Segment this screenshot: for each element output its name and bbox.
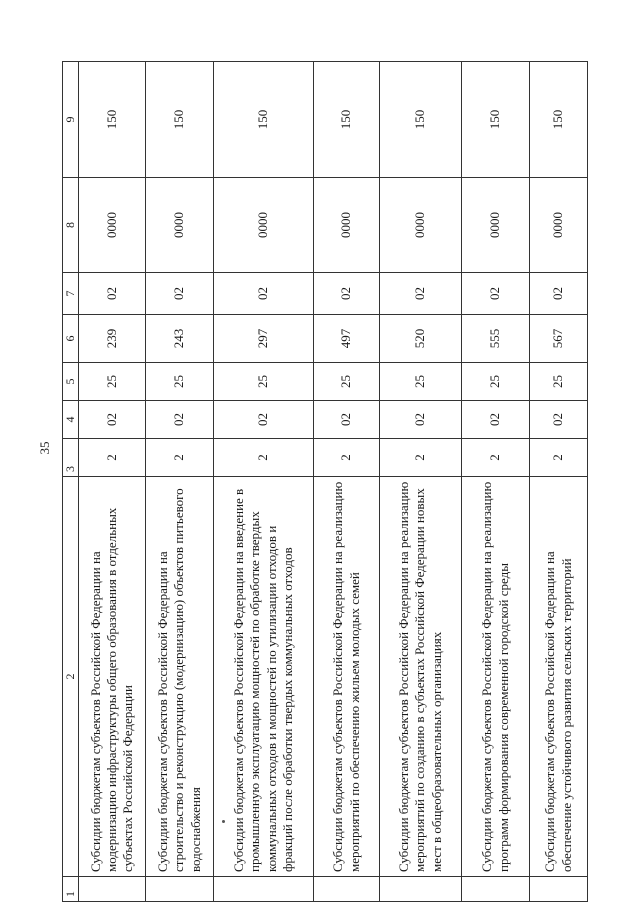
code-col-6: 239 [79, 315, 146, 363]
code-col-7: 02 [462, 273, 530, 315]
code-col-8: 0000 [79, 178, 146, 273]
code-col-5: 25 [462, 363, 530, 401]
code-col-4: 02 [462, 401, 530, 439]
row-marker-cell [146, 877, 214, 902]
subsidy-name: Субсидии бюджетам субъектов Российской Федерации на реализацию мероприятий по обеспечению жильем молодых семей [314, 477, 380, 877]
code-col-9: 150 [380, 62, 462, 178]
table-row [380, 62, 462, 902]
subsidy-name: Субсидии бюджетам субъектов Российской Федерации на обеспечение устойчивого развития сельских территорий [530, 477, 588, 877]
code-col-9: 150 [146, 62, 214, 178]
table-row [530, 62, 588, 902]
code-col-4: 02 [79, 401, 146, 439]
subsidy-name: Субсидии бюджетам субъектов Российской Федерации на реализацию мероприятий по созданию в субъектах Российской Федерации новых мест в общеобразовательных организациях [380, 477, 462, 877]
code-col-6: 243 [146, 315, 214, 363]
header-col-2: 2 [63, 477, 79, 877]
subsidy-name: Субсидии бюджетам субъектов Российской Федерации на введение в промышленную эксплуатацию мощностей по обработке твердых коммунальных отходов и мощностей по утилизации отходов и фракций после обработки твердых коммунальных отходов [214, 477, 314, 877]
code-col-4: 02 [146, 401, 214, 439]
table-row [462, 62, 530, 902]
code-col-7: 02 [79, 273, 146, 315]
header-col-4: 4 [63, 401, 79, 439]
code-col-5: 25 [79, 363, 146, 401]
code-col-7: 02 [146, 273, 214, 315]
code-col-3: 2 [380, 439, 462, 477]
budget-codes-table [62, 61, 588, 902]
table-row [314, 62, 380, 902]
code-col-3: 2 [462, 439, 530, 477]
code-col-8: 0000 [530, 178, 588, 273]
code-col-6: 520 [380, 315, 462, 363]
code-col-8: 0000 [146, 178, 214, 273]
code-col-7: 02 [214, 273, 314, 315]
code-col-9: 150 [530, 62, 588, 178]
header-col-1: 1 [63, 877, 79, 902]
code-col-4: 02 [314, 401, 380, 439]
row-marker-cell [214, 877, 314, 902]
code-col-9: 150 [314, 62, 380, 178]
code-col-9: 150 [214, 62, 314, 178]
code-col-8: 0000 [214, 178, 314, 273]
row-marker-cell [530, 877, 588, 902]
table-row [146, 62, 214, 902]
code-col-6: 297 [214, 315, 314, 363]
rotated-page-area [62, 62, 587, 902]
table-row [79, 62, 146, 902]
code-col-5: 25 [380, 363, 462, 401]
code-col-3: 2 [146, 439, 214, 477]
row-marker-cell [380, 877, 462, 902]
header-col-5: 5 [63, 363, 79, 401]
code-col-5: 25 [214, 363, 314, 401]
header-col-8: 8 [63, 178, 79, 273]
rotated-table-wrapper [62, 62, 587, 902]
code-col-3: 2 [79, 439, 146, 477]
code-col-8: 0000 [314, 178, 380, 273]
code-col-9: 150 [462, 62, 530, 178]
code-col-6: 555 [462, 315, 530, 363]
header-row [63, 62, 79, 902]
code-col-3: 2 [314, 439, 380, 477]
code-col-5: 25 [146, 363, 214, 401]
subsidy-name: Субсидии бюджетам субъектов Российской Федерации на строительство и реконструкцию (модернизацию) объектов питьевого водоснабжения [146, 477, 214, 877]
header-col-7: 7 [63, 273, 79, 315]
code-col-8: 0000 [462, 178, 530, 273]
code-col-4: 02 [530, 401, 588, 439]
header-col-3: 3 [63, 439, 79, 477]
code-col-7: 02 [380, 273, 462, 315]
code-col-4: 02 [214, 401, 314, 439]
code-col-6: 567 [530, 315, 588, 363]
code-col-7: 02 [314, 273, 380, 315]
page-number: 35 [37, 441, 52, 455]
subsidy-name: Субсидии бюджетам субъектов Российской Федерации на модернизацию инфраструктуры общего образования в отдельных субъектах Российской Федерации [79, 477, 146, 877]
row-marker-cell [79, 877, 146, 902]
header-col-6: 6 [63, 315, 79, 363]
code-col-3: 2 [214, 439, 314, 477]
code-col-5: 25 [314, 363, 380, 401]
code-col-3: 2 [530, 439, 588, 477]
code-col-5: 25 [530, 363, 588, 401]
row-marker-cell [314, 877, 380, 902]
code-col-8: 0000 [380, 178, 462, 273]
subsidy-name: Субсидии бюджетам субъектов Российской Федерации на реализацию программ формирования современной городской среды [462, 477, 530, 877]
header-col-9: 9 [63, 62, 79, 178]
code-col-7: 02 [530, 273, 588, 315]
code-col-9: 150 [79, 62, 146, 178]
code-col-6: 497 [314, 315, 380, 363]
table-row [214, 62, 314, 902]
row-marker-cell [462, 877, 530, 902]
code-col-4: 02 [380, 401, 462, 439]
